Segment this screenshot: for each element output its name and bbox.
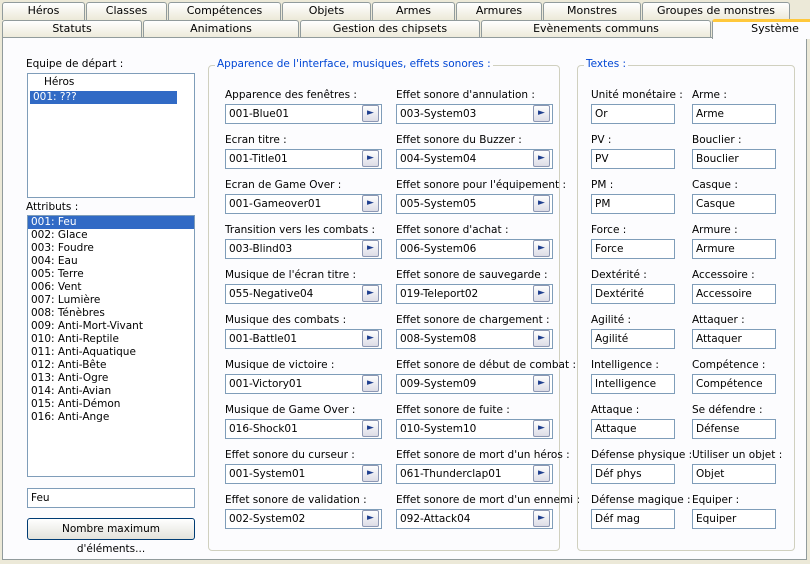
appearance-field[interactable]: 016-Shock01 — [225, 419, 382, 439]
party-header: Héros — [44, 76, 75, 88]
attributes-listbox[interactable] — [27, 215, 195, 477]
attribute-list-item[interactable]: 009: Anti-Mort-Vivant — [31, 320, 143, 332]
tab-armes[interactable]: Armes — [372, 2, 455, 20]
appearance-field[interactable]: 003-Blind03 — [225, 239, 382, 259]
text-field[interactable]: Agilité — [591, 329, 675, 349]
appearance-label: Transition vers les combats : — [225, 224, 376, 236]
tab-classes[interactable]: Classes — [86, 2, 167, 20]
tab-systeme[interactable]: Système — [712, 19, 810, 39]
text-label: PV : — [591, 134, 612, 146]
appearance-field[interactable]: 009-System09 — [396, 374, 553, 394]
picker-arrow-icon[interactable]: ► — [362, 285, 379, 302]
appearance-group-title: Apparence de l'interface, musiques, effets sonores : — [217, 58, 491, 70]
appearance-label: Musique de l'écran titre : — [225, 269, 357, 281]
tab-groupes-de-monstres[interactable]: Groupes de monstres — [642, 2, 790, 20]
picker-arrow-icon[interactable]: ► — [362, 240, 379, 257]
picker-arrow-icon[interactable]: ► — [362, 150, 379, 167]
text-field[interactable]: Armure — [692, 239, 776, 259]
max-elements-button[interactable]: Nombre maximum d'éléments... — [27, 518, 195, 540]
attribute-list-item[interactable]: 014: Anti-Avian — [31, 385, 112, 397]
tab-animations[interactable]: Animations — [143, 20, 299, 38]
text-field[interactable]: Bouclier — [692, 149, 776, 169]
text-label: Intelligence : — [591, 359, 659, 371]
text-label: Se défendre : — [692, 404, 763, 416]
attribute-list-item[interactable]: 016: Anti-Ange — [31, 411, 110, 423]
attribute-list-item[interactable]: 013: Anti-Ogre — [31, 372, 109, 384]
text-label: Unité monétaire : — [591, 89, 683, 101]
picker-arrow-icon[interactable]: ► — [533, 195, 550, 212]
text-label: Accessoire : — [692, 269, 755, 281]
text-field[interactable]: PV — [591, 149, 675, 169]
appearance-field[interactable]: 004-System04 — [396, 149, 553, 169]
text-field[interactable]: Déf phys — [591, 464, 675, 484]
party-label: Equipe de départ : — [26, 58, 124, 70]
appearance-field[interactable]: 005-System05 — [396, 194, 553, 214]
text-label: Casque : — [692, 179, 738, 191]
text-label: Bouclier : — [692, 134, 742, 146]
attribute-name-input[interactable]: Feu — [27, 488, 195, 508]
picker-arrow-icon[interactable]: ► — [533, 240, 550, 257]
tab-row-top — [0, 2, 791, 20]
texts-group — [577, 58, 795, 551]
tab-heros[interactable]: Héros — [2, 2, 85, 20]
system-panel — [2, 37, 807, 560]
tab-monstres[interactable]: Monstres — [543, 2, 641, 20]
attribute-list-item[interactable]: 012: Anti-Bête — [31, 359, 107, 371]
attribute-list-item[interactable]: 015: Anti-Démon — [31, 398, 121, 410]
appearance-field[interactable]: 001-Blue01 — [225, 104, 382, 124]
attribute-list-item[interactable]: 003: Foudre — [31, 242, 94, 254]
appearance-field[interactable]: 008-System08 — [396, 329, 553, 349]
appearance-label: Effet sonore pour l'équipement : — [396, 179, 566, 191]
picker-arrow-icon[interactable]: ► — [362, 330, 379, 347]
picker-arrow-icon[interactable]: ► — [533, 105, 550, 122]
appearance-label: Effet sonore de validation : — [225, 494, 367, 506]
text-label: Arme : — [692, 89, 727, 101]
text-label: Défense magique : — [591, 494, 691, 506]
appearance-label: Musique de Game Over : — [225, 404, 356, 416]
appearance-label: Effet sonore de début de combat : — [396, 359, 576, 371]
text-field[interactable]: Or — [591, 104, 675, 124]
picker-arrow-icon[interactable]: ► — [362, 510, 379, 527]
tab-competences[interactable]: Compétences — [168, 2, 281, 20]
text-label: Compétence : — [692, 359, 766, 371]
attributes-label: Attributs : — [26, 201, 79, 213]
appearance-field[interactable]: 019-Teleport02 — [396, 284, 553, 304]
text-label: Attaquer : — [692, 314, 745, 326]
appearance-label: Effet sonore de sauvegarde : — [396, 269, 548, 281]
tab-evenements-communs[interactable]: Evènements communs — [481, 20, 711, 38]
text-label: Armure : — [692, 224, 738, 236]
appearance-label: Apparence des fenêtres : — [225, 89, 357, 101]
text-label: Equiper : — [692, 494, 740, 506]
party-listbox[interactable] — [27, 73, 195, 198]
attribute-list-item[interactable]: 002: Glace — [31, 229, 88, 241]
attribute-list-item[interactable]: 001: Feu — [28, 216, 194, 229]
text-field[interactable]: Casque — [692, 194, 776, 214]
appearance-label: Effet sonore d'achat : — [396, 224, 509, 236]
tab-objets[interactable]: Objets — [282, 2, 371, 20]
picker-arrow-icon[interactable]: ► — [362, 420, 379, 437]
text-label: Agilité : — [591, 314, 632, 326]
text-field[interactable]: Déf mag — [591, 509, 675, 529]
appearance-label: Effet sonore du Buzzer : — [396, 134, 522, 146]
attribute-list-item[interactable]: 006: Vent — [31, 281, 82, 293]
appearance-field[interactable]: 001-Victory01 — [225, 374, 382, 394]
texts-group-title: Textes : — [586, 58, 627, 70]
appearance-label: Musique de victoire : — [225, 359, 335, 371]
text-label: Attaque : — [591, 404, 640, 416]
appearance-group — [208, 58, 580, 551]
appearance-label: Effet sonore de mort d'un ennemi : — [396, 494, 580, 506]
appearance-field[interactable]: 001-Gameover01 — [225, 194, 382, 214]
text-field[interactable]: Equiper — [692, 509, 776, 529]
text-field[interactable]: Compétence — [692, 374, 776, 394]
tab-row-bottom — [0, 20, 810, 38]
text-label: Force : — [591, 224, 627, 236]
text-field[interactable]: Arme — [692, 104, 776, 124]
tab-statuts[interactable]: Statuts — [2, 20, 142, 38]
appearance-label: Effet sonore d'annulation : — [396, 89, 535, 101]
picker-arrow-icon[interactable]: ► — [362, 465, 379, 482]
text-label: PM : — [591, 179, 614, 191]
appearance-label: Ecran titre : — [225, 134, 287, 146]
party-list-item[interactable]: 001: ??? — [30, 91, 177, 104]
text-field[interactable]: Dextérité — [591, 284, 675, 304]
appearance-field[interactable]: 055-Negative04 — [225, 284, 382, 304]
text-field[interactable]: Force — [591, 239, 675, 259]
text-field[interactable]: Objet — [692, 464, 776, 484]
attribute-list-item[interactable]: 004: Eau — [31, 255, 78, 267]
appearance-field[interactable]: 001-Title01 — [225, 149, 382, 169]
appearance-field[interactable]: 061-Thunderclap01 — [396, 464, 553, 484]
tab-gestion-des-chipsets[interactable]: Gestion des chipsets — [300, 20, 480, 38]
attribute-list-item[interactable]: 008: Ténèbres — [31, 307, 105, 319]
text-label: Défense physique : — [591, 449, 693, 461]
picker-arrow-icon[interactable]: ► — [533, 510, 550, 527]
appearance-label: Effet sonore de chargement : — [396, 314, 550, 326]
picker-arrow-icon[interactable]: ► — [533, 375, 550, 392]
picker-arrow-icon[interactable]: ► — [362, 375, 379, 392]
appearance-field[interactable]: 003-System03 — [396, 104, 553, 124]
appearance-label: Musique des combats : — [225, 314, 347, 326]
appearance-field[interactable]: 001-Battle01 — [225, 329, 382, 349]
tab-armures[interactable]: Armures — [456, 2, 542, 20]
text-field[interactable]: Intelligence — [591, 374, 675, 394]
attribute-list-item[interactable]: 007: Lumière — [31, 294, 101, 306]
appearance-field[interactable]: 010-System10 — [396, 419, 553, 439]
picker-arrow-icon[interactable]: ► — [533, 330, 550, 347]
picker-arrow-icon[interactable]: ► — [533, 465, 550, 482]
appearance-field[interactable]: 092-Attack04 — [396, 509, 553, 529]
appearance-field[interactable]: 006-System06 — [396, 239, 553, 259]
text-label: Dextérité : — [591, 269, 647, 281]
appearance-field[interactable]: 002-System02 — [225, 509, 382, 529]
text-field[interactable]: Attaquer — [692, 329, 776, 349]
attribute-list-item[interactable]: 005: Terre — [31, 268, 84, 280]
picker-arrow-icon[interactable]: ► — [533, 150, 550, 167]
appearance-field[interactable]: 001-System01 — [225, 464, 382, 484]
appearance-label: Effet sonore de fuite : — [396, 404, 510, 416]
picker-arrow-icon[interactable]: ► — [362, 195, 379, 212]
appearance-label: Effet sonore du curseur : — [225, 449, 355, 461]
attribute-list-item[interactable]: 010: Anti-Reptile — [31, 333, 119, 345]
text-label: Utiliser un objet : — [692, 449, 783, 461]
picker-arrow-icon[interactable]: ► — [533, 285, 550, 302]
picker-arrow-icon[interactable]: ► — [533, 420, 550, 437]
text-field[interactable]: Défense — [692, 419, 776, 439]
text-field[interactable]: Attaque — [591, 419, 675, 439]
attribute-list-item[interactable]: 011: Anti-Aquatique — [31, 346, 136, 358]
text-field[interactable]: PM — [591, 194, 675, 214]
picker-arrow-icon[interactable]: ► — [362, 105, 379, 122]
appearance-label: Ecran de Game Over : — [225, 179, 342, 191]
text-field[interactable]: Accessoire — [692, 284, 776, 304]
appearance-label: Effet sonore de mort d'un héros : — [396, 449, 570, 461]
